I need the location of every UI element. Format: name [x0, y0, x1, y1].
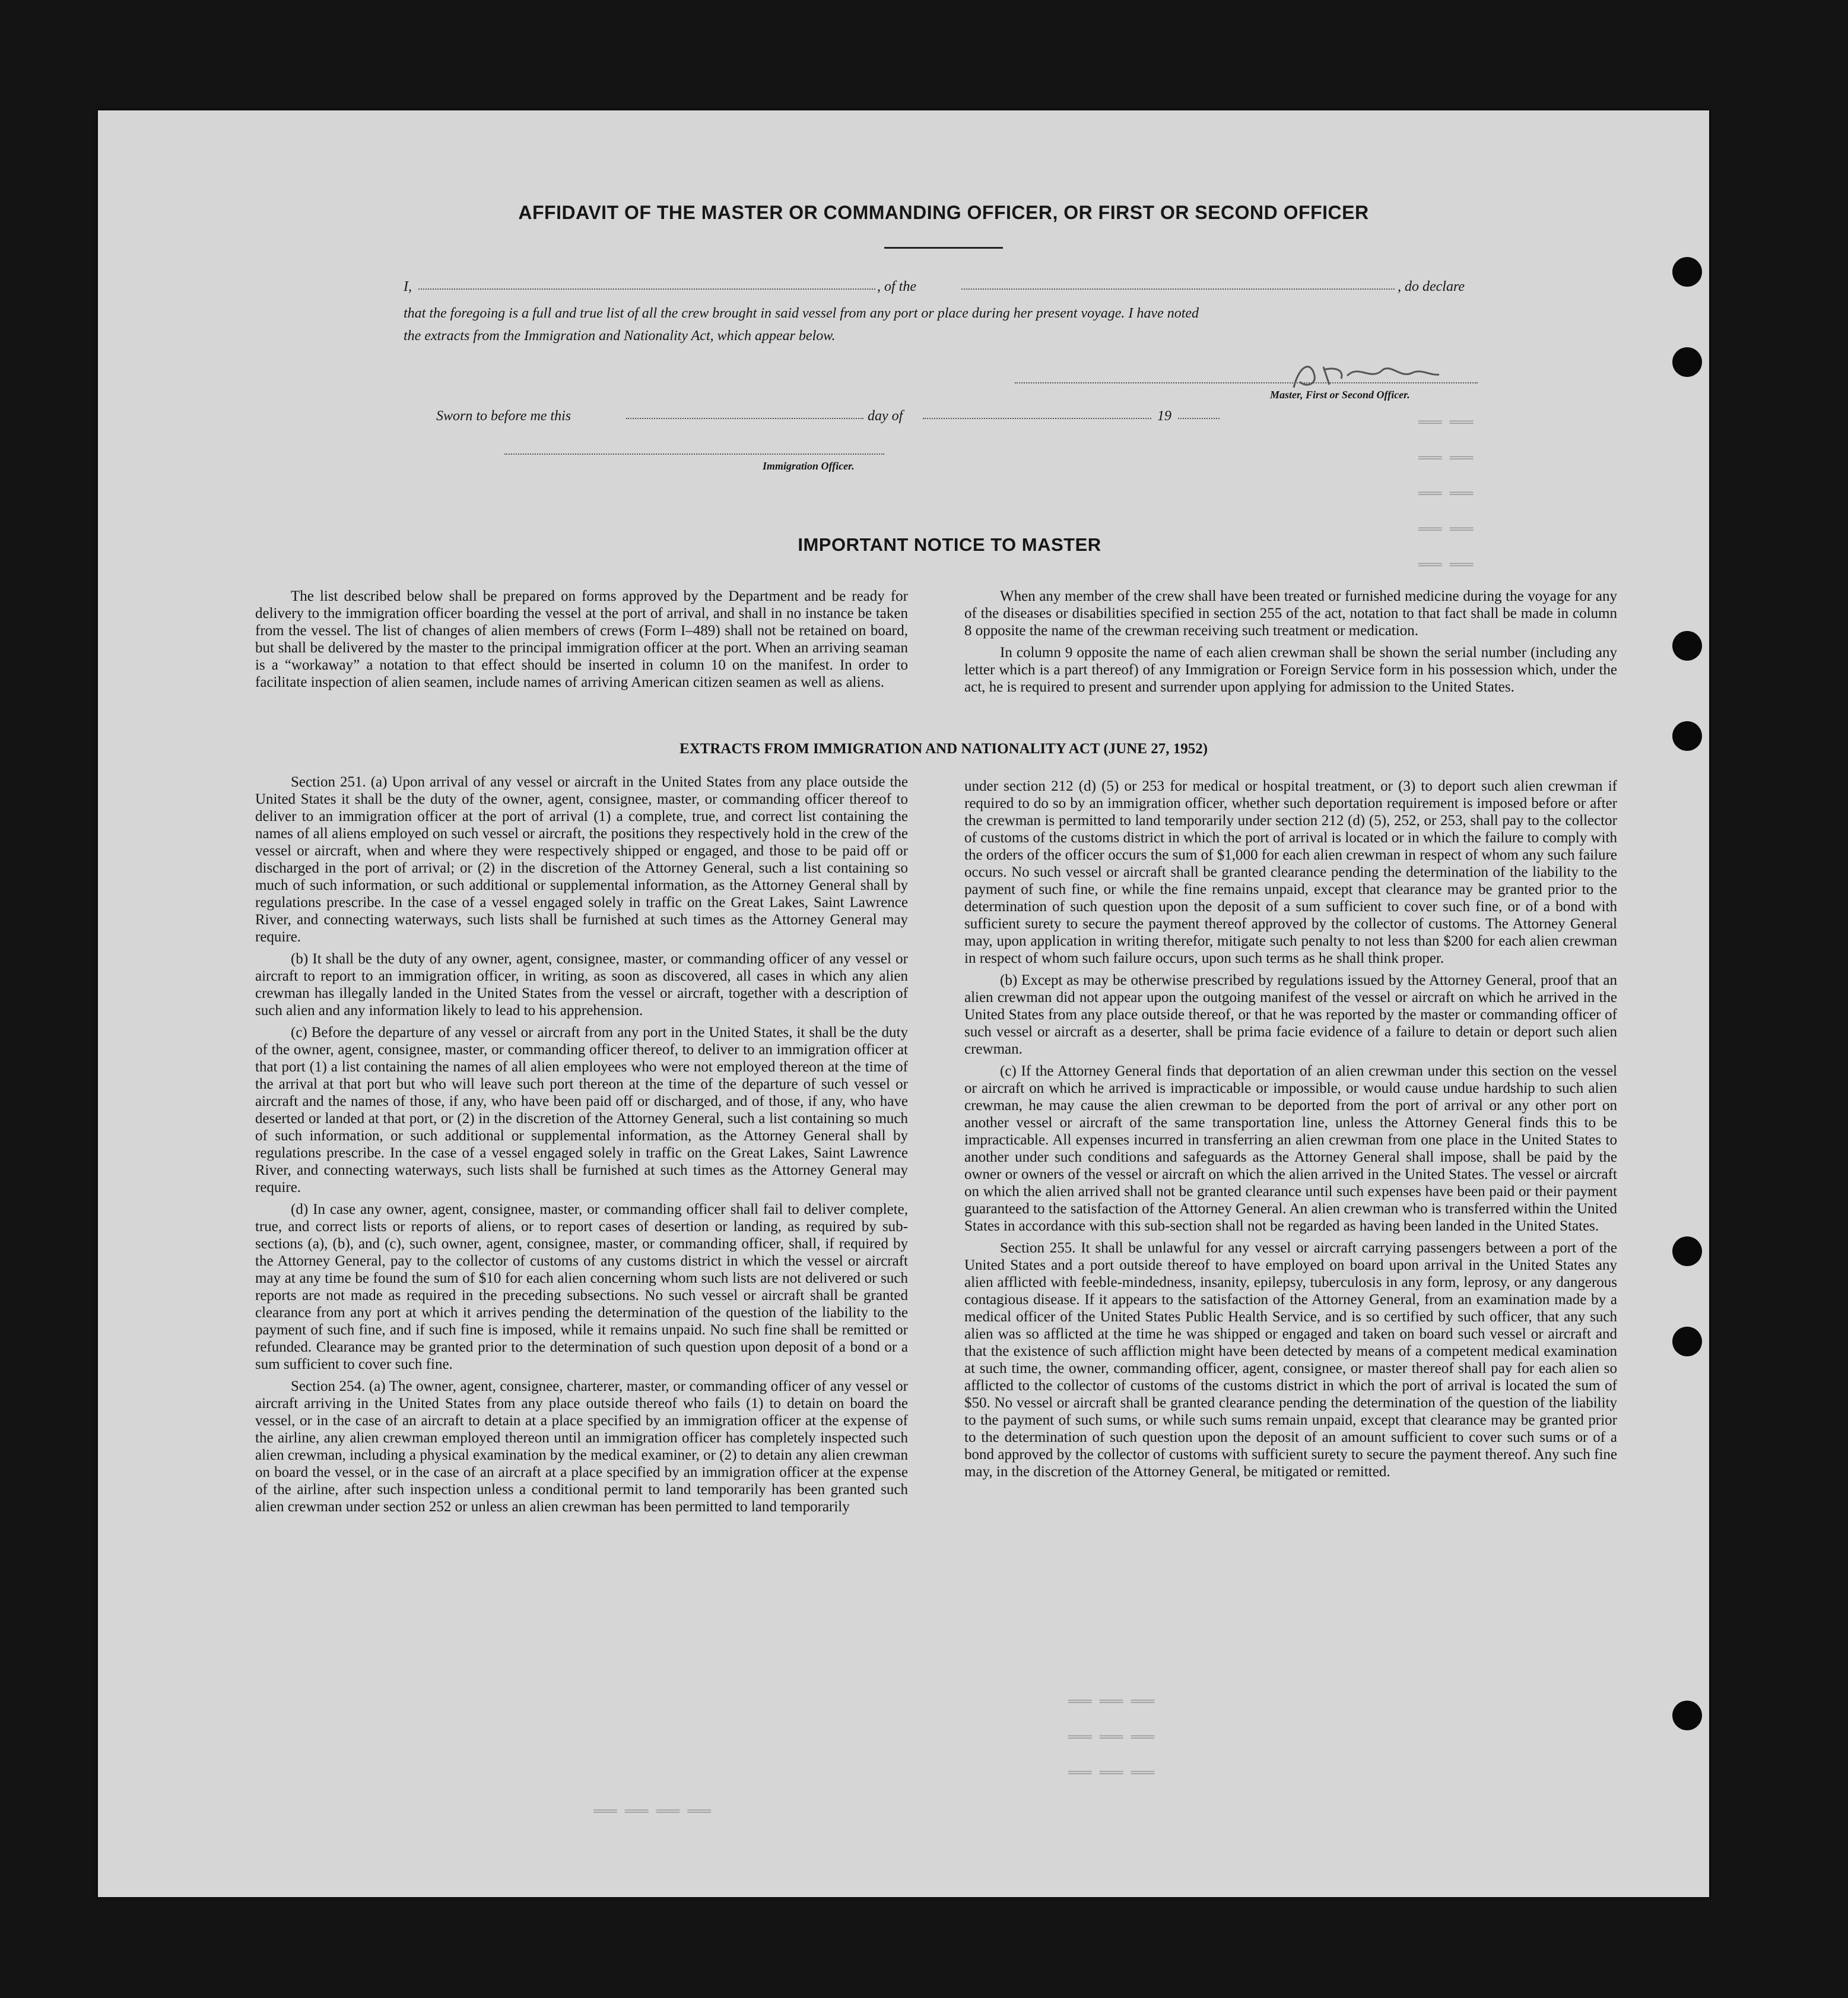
year-blank[interactable]: [1178, 416, 1220, 419]
notice-left-paragraph: The list described below shall be prepared on forms approved by the Department and be ready for delivery to the immigration officer boarding the vessel at the port of arrival, and shall in no instance be taken from the vessel. The list of changes of alien members of crews (Form I–489) shall not be retained on board, but shall be delivered by the master to the principal immigration officer at the port. When an arriving seaman is a “workaway” a notation to that effect should be inserted in column 10 on the manifest. In order to facilitate inspection of alien seamen, include names of arriving American citizen seamen as well as aliens.: [255, 588, 908, 690]
notice-right-paragraph-2: In column 9 opposite the name of each alien crewman shall be shown the serial number (including any letter which is a part thereof) of any Immigration or Foreign Service form in his possession which, under the act, he is required to present and surrender upon applying for admission to the United States.: [964, 645, 1617, 695]
punch-hole: [1672, 1236, 1702, 1266]
affidavit-line-2: that the foregoing is a full and true list of all the crew brought in said vessel from any port or place during her present voyage. I have noted: [404, 306, 1199, 321]
affidavit-i-label: I,: [404, 279, 412, 294]
section-254-c: (c) If the Attorney General finds that deportation of an alien crewman under this section on the vessel or aircraft on which he arrived is impracticable or impossible, or would cause undue hardship to such alien crewman, he may cause the alien crewman to be deported from the port of arrival or any other port on another vessel or aircraft of the same transportation line, unless the Attorney General finds this to be impracticable. All expenses incurred in transferring an alien crewman from one place in the United States to another under such conditions and safeguards as the Attorney General shall impose, shall be paid by the owner or owners of the vessel or aircraft on which the alien arrived in the United States. The vessel or aircraft on which the alien arrived shall not be granted clearance until such expenses have been paid or their payment guaranteed to the satisfaction of the Attorney General. An alien crewman who is transferred within the United States in accordance with this sub-section shall not be regarded as having been landed in the United States.: [964, 1063, 1617, 1234]
master-signature-line[interactable]: [1015, 380, 1478, 383]
sworn-label: Sworn to before me this: [436, 408, 571, 424]
notice-right-column: [964, 588, 1617, 700]
punch-hole: [1672, 347, 1702, 377]
bleed-through: ═══ ═══: [1418, 451, 1474, 466]
sworn-date-blank[interactable]: [626, 416, 863, 419]
day-of-label: day of: [868, 408, 903, 424]
affidavit-line-3: the extracts from the Immigration and Nationality Act, which appear below.: [404, 328, 836, 344]
extracts-title: EXTRACTS FROM IMMIGRATION AND NATIONALITY ACT (JUNE 27, 1952): [679, 741, 1208, 757]
bleed-through: ═══ ═══: [1418, 416, 1474, 430]
punch-hole: [1672, 1701, 1702, 1730]
bleed-through: ═══ ═══ ═══: [1068, 1766, 1155, 1781]
bleed-through: ═══ ═══ ═══ ═══: [593, 1804, 712, 1819]
section-251-d: (d) In case any owner, agent, consignee, master, or commanding officer shall fail to deliver complete, true, and correct lists or reports of aliens, or to report cases of desertion or landing, as required by sub-sections (a), (b), and (c), such owner, agent, consignee, master, or commanding officer, shall, if required by the Attorney General, pay to the collector of customs of any customs district in which the vessel or aircraft may at any time be found the sum of $10 for each alien concerning whom such lists are not delivered or such reports are not made as required in the preceding subsections. No such vessel or aircraft shall be granted clearance from any port at which it arrives pending the determination of the question of the liability to the payment of such fine, and if such fine is imposed, while it remains unpaid. No such fine shall be remitted or refunded. Clearance may be granted prior to the determination of such question upon deposit of a bond or a sum sufficient to cover such fine.: [255, 1201, 908, 1372]
vessel-blank[interactable]: [961, 286, 1395, 290]
section-251-c: (c) Before the departure of any vessel or aircraft from any port in the United States, it shall be the duty of the owner, agent, consignee, master, or commanding officer thereof, to deliver to an immigration officer at that port (1) a list containing the names of all alien employees who were not employed thereon at the time of the arrival at that port but who will leave such port thereon at the time of the departure of such vessel or aircraft and the names of those, if any, who have been paid off or discharged, and of those, if any, who have deserted or landed at that port, or (2) in the discretion of the Attorney General, such a list containing so much of such information, or such additional or supplemental information, as the Attorney General shall by regulations prescribe. In the case of a vessel engaged solely in traffic on the Great Lakes, Saint Lawrence River, and connecting waterways, such lists shall be furnished at such times as the Attorney General may require.: [255, 1025, 908, 1195]
year-prefix: 19: [1157, 408, 1171, 424]
extracts-left-column: [255, 773, 908, 1520]
bleed-through: ═══ ═══: [1418, 558, 1474, 573]
extracts-right-column: [964, 778, 1617, 1485]
bleed-through: ═══ ═══ ═══: [1068, 1730, 1155, 1745]
section-254-a: Section 254. (a) The owner, agent, consignee, charterer, master, or commanding officer of any vessel or aircraft arriving in the United States from any place outside thereof who fails (1) to detain on board the vessel, or in the case of an aircraft to detain at a place specified by an immigration officer at the expense of the airline, any alien crewman employed thereon until an immigration officer has completely inspected such alien crewman, including a physical examination by the medical examiner, or (2) to detain any alien crewman on board the vessel, or in the case of an aircraft at a place specified by an immigration officer at the expense of the airline, after such inspection unless a conditional permit to land temporarily has been granted such alien crewman under section 252 or unless an alien crewman has been permitted to land temporarily: [255, 1378, 908, 1515]
bleed-through: ═══ ═══: [1418, 522, 1474, 537]
affidavit-of-the-label: , of the: [877, 279, 916, 294]
section-254-a-continued: under section 212 (d) (5) or 253 for medical or hospital treatment, or (3) to deport such alien crewman if required to do so by an immigration officer, whether such deportation requirement is imposed before or after the crewman is permitted to land temporarily under section 212 (d) (5), 252, or 253, shall pay to the collector of customs of the customs district in which the port of arrival is located or in which the failure to comply with the orders of the officer occurs the sum of $1,000 for each alien crewman in respect of whom any such failure occurs. No such vessel or aircraft shall be granted clearance pending the determination of the liability to the payment of such fine, or while the fine remains unpaid, except that clearance may be granted prior to the determination of such question upon the deposit of a sum sufficient to cover such fine, or of a bond with sufficient surety to secure the payment thereof approved by the collector of customs. The Attorney General may, upon application in writing therefor, mitigate such penalty to not less than $200 for each alien crewman in respect of whom such failure occurs, upon such terms as he shall think proper.: [964, 778, 1617, 966]
name-blank[interactable]: [418, 286, 875, 290]
notice-right-paragraph-1: When any member of the crew shall have been treated or furnished medicine during the voyage for any of the diseases or disabilities specified in section 255 of the act, notation to that fact shall be made in column 8 opposite the name of the crewman receiving such treatment or medication.: [964, 588, 1617, 639]
punch-hole: [1672, 721, 1702, 751]
bleed-through: ═══ ═══ ═══: [1068, 1695, 1155, 1710]
handwritten-signature: [1288, 358, 1442, 394]
punch-hole: [1672, 631, 1702, 661]
month-blank[interactable]: [923, 416, 1151, 419]
master-signature-label: Master, First or Second Officer.: [1270, 389, 1410, 401]
punch-hole: [1672, 257, 1702, 287]
section-251-a: Section 251. (a) Upon arrival of any vessel or aircraft in the United States from any place outside the United States it shall be the duty of the owner, agent, consignee, master, or commanding officer thereof to deliver to an immigration officer at the port of arrival (1) a complete, true, and correct list containing the names of all aliens employed on such vessel or aircraft, the positions they respectively hold in the crew of the vessel or aircraft, when and where they were respectively shipped or engaged, and those to be paid off or discharged in the port of arrival; or (2) in the discretion of the Attorney General, such a list containing so much of such information, or such additional or supplemental information, as the Attorney General shall by regulations prescribe. In the case of a vessel engaged solely in traffic on the Great Lakes, Saint Lawrence River, and connecting waterways, such lists shall be furnished at such times as the Attorney General may require.: [255, 774, 908, 945]
section-251-b: (b) It shall be the duty of any owner, agent, consignee, master, or commanding officer of any vessel or aircraft to report to an immigration officer, in writing, as soon as discovered, all cases in which any alien crewman has illegally landed in the United States from the vessel or aircraft, together with a description of such alien and any information likely to lead to his apprehension.: [255, 951, 908, 1019]
notice-title: IMPORTANT NOTICE TO MASTER: [798, 534, 1101, 555]
immigration-officer-label: Immigration Officer.: [763, 460, 855, 472]
immigration-officer-line[interactable]: [504, 451, 884, 455]
section-255: Section 255. It shall be unlawful for any vessel or aircraft carrying passengers between a port of the United States and a port outside thereof to have employed on board upon arrival in the United States any alien afflicted with feeble-mindedness, insanity, epilepsy, tuberculosis in any form, leprosy, or any dangerous contagious disease. If it appears to the satisfaction of the Attorney General, from an examination made by a medical officer of the United States Public Health Service, and is so certified by such officer, that any such alien was so afflicted at the time he was shipped or engaged and taken on board such vessel or aircraft and that the existence of such affliction might have been detected by means of a competent medical examination at such time, the owner, commanding officer, agent, consignee, or master thereof shall pay for each alien so afflicted to the collector of customs of the customs district in which the port of arrival is located the sum of $50. No vessel or aircraft shall be granted clearance pending the determination of the question of the liability to the payment of such sums, or while such sums remain unpaid, except that clearance may be granted prior to the determination of such question upon the deposit of an amount sufficient to cover such sums or of a bond approved by the collector of customs with sufficient surety to secure the payment thereof. Any such fine may, in the discretion of the Attorney General, be mitigated or remitted.: [964, 1240, 1617, 1480]
section-254-b: (b) Except as may be otherwise prescribed by regulations issued by the Attorney General, proof that an alien crewman did not appear upon the outgoing manifest of the vessel or aircraft on which he arrived in the United States from any place outside thereof, or that he was reported by the master or commanding officer of such vessel or aircraft as a deserter, shall be prima facie evidence of a failure to detain or deport such alien crewman.: [964, 972, 1617, 1057]
title-rule: [884, 247, 1003, 249]
notice-left-column: [255, 588, 908, 696]
bleed-through: ═══ ═══: [1418, 487, 1474, 502]
punch-hole: [1672, 1327, 1702, 1356]
affidavit-title: AFFIDAVIT OF THE MASTER OR COMMANDING OFFICER, OR FIRST OR SECOND OFFICER: [518, 202, 1369, 223]
affidavit-declare-label: , do declare: [1398, 279, 1465, 294]
